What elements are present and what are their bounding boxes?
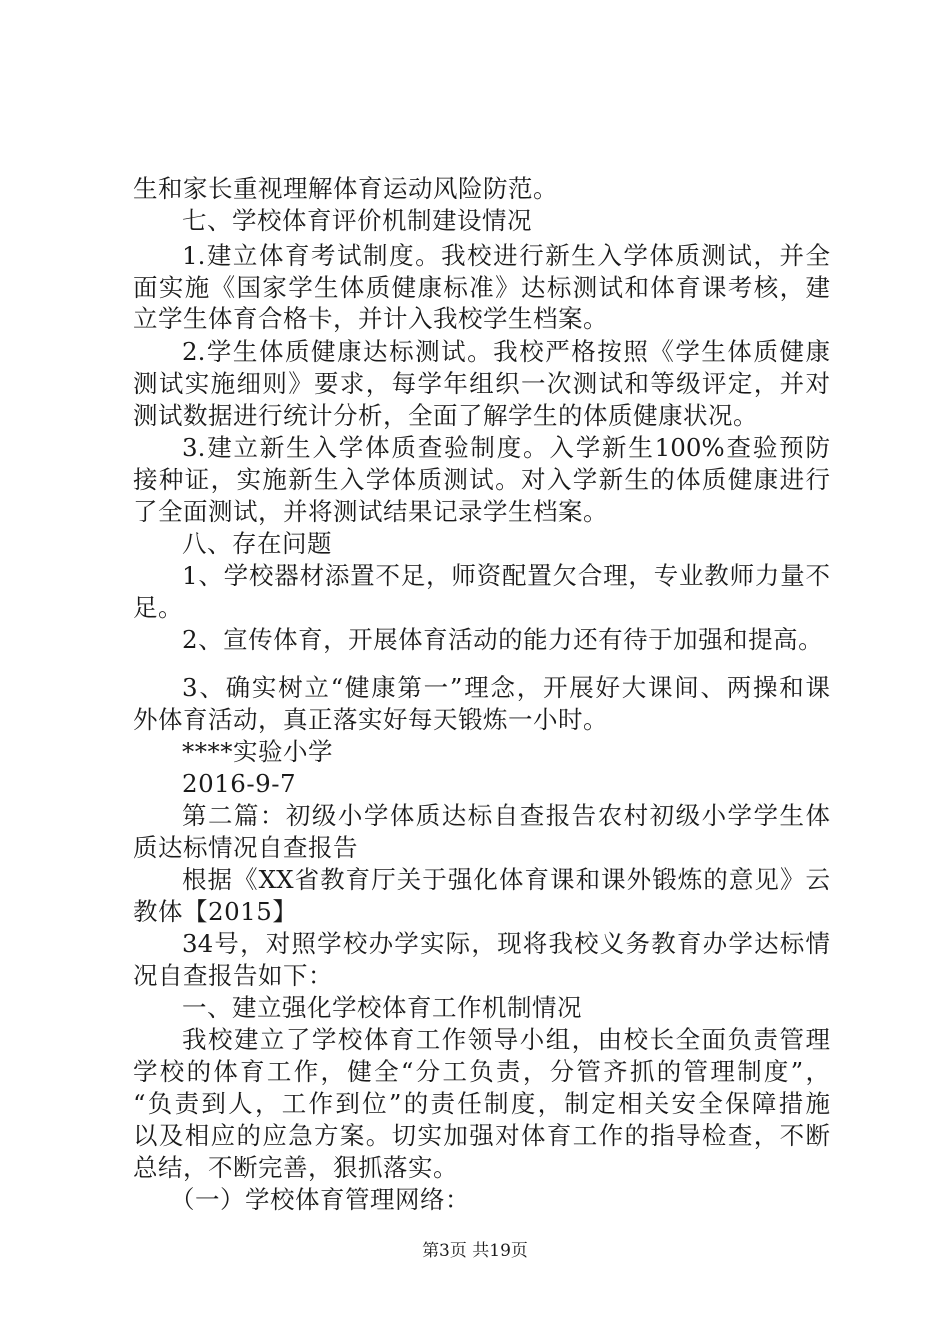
text-line: 外体育活动，真正落实好每天锻炼一小时。	[133, 705, 608, 734]
text-line: 教体【2015】	[133, 897, 298, 926]
text-line: 立学生体育合格卡，并计入我校学生档案。	[133, 304, 608, 333]
text-line: 34号，对照学校办学实际，现将我校义务教育办学达标情	[182, 929, 830, 958]
subsection-heading: （一）学校体育管理网络：	[170, 1185, 470, 1214]
text-line: 总结，不断完善，狠抓落实。	[133, 1153, 458, 1182]
text-line: 测试数据进行统计分析，全面了解学生的体质健康状况。	[133, 401, 758, 430]
page-number-footer: 第3页 共19页	[422, 1241, 528, 1261]
article-title: 第二篇：初级小学体质达标自查报告农村初级小学学生体	[182, 801, 830, 830]
text-line: 3.建立新生入学体质查验制度。入学新生100%查验预防	[182, 433, 830, 462]
text-line: 以及相应的应急方案。切实加强对体育工作的指导检查，不断	[133, 1121, 830, 1150]
text-line: 了全面测试，并将测试结果记录学生档案。	[133, 497, 608, 526]
text-line: 根据《XX省教育厅关于强化体育课和课外锻炼的意见》云	[182, 865, 830, 894]
text-line: 1、学校器材添置不足，师资配置欠合理，专业教师力量不	[182, 561, 830, 590]
text-line: 测试实施细则》要求，每学年组织一次测试和等级评定，并对	[133, 369, 830, 398]
text-line: 1.建立体育考试制度。我校进行新生入学体质测试，并全	[182, 241, 830, 270]
text-line: 接种证，实施新生入学体质测试。对入学新生的体质健康进行	[133, 465, 830, 494]
text-line: 生和家长重视理解体育运动风险防范。	[133, 174, 558, 203]
text-line: 3、确实树立“健康第一”理念，开展好大课间、两操和课	[182, 673, 830, 702]
text-line: 面实施《国家学生体质健康标准》达标测试和体育课考核，建	[133, 273, 830, 302]
signature-school: ****实验小学	[182, 737, 333, 766]
text-line: 我校建立了学校体育工作领导小组，由校长全面负责管理	[182, 1025, 830, 1054]
text-line: 学校的体育工作，健全“分工负责，分管齐抓的管理制度”，	[133, 1057, 830, 1086]
text-line: “负责到人，工作到位”的责任制度，制定相关安全保障措施	[133, 1089, 830, 1118]
signature-date: 2016-9-7	[182, 769, 297, 798]
text-line: 况自查报告如下：	[133, 961, 333, 990]
text-line: 2、宣传体育，开展体育活动的能力还有待于加强和提高。	[182, 625, 824, 654]
text-line: 2.学生体质健康达标测试。我校严格按照《学生体质健康	[182, 337, 830, 366]
text-line: 足。	[133, 593, 183, 622]
article-title-continued: 质达标情况自查报告	[133, 833, 358, 862]
section-heading: 八、存在问题	[182, 529, 332, 558]
section-heading: 一、建立强化学校体育工作机制情况	[182, 993, 582, 1022]
section-heading: 七、学校体育评价机制建设情况	[182, 206, 532, 235]
